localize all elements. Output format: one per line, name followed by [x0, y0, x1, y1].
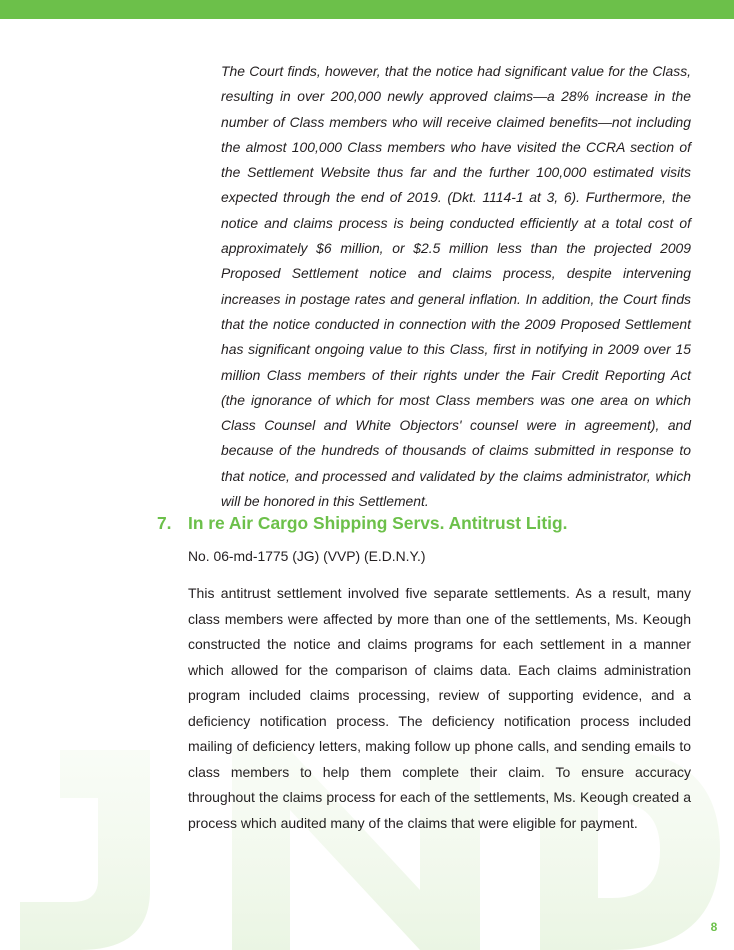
- section-title: In re Air Cargo Shipping Servs. Antitrust Litig.: [188, 513, 568, 533]
- section-heading: [157, 511, 677, 535]
- page-number: 8: [710, 920, 718, 934]
- top-accent-bar: [0, 0, 734, 19]
- section-body-paragraph: This antitrust settlement involved five separate settlements. As a result, many class members were affected by more than one of the settlements, Ms. Keough constructed the notice and claims programs for each settlement in a manner which allowed for the comparison of claims data. Each claims administration program included claims processing, review of supporting evidence, and a deficiency notification process. The deficiency notification process included mailing of deficiency letters, making follow up phone calls, and sending emails to class members to help them complete their claim. To ensure accuracy throughout the claims process for each of the settlements, Ms. Keough created a process which audited many of the claims that were eligible for payment.: [188, 585, 691, 831]
- section-number: 7.: [157, 513, 172, 533]
- case-number: No. 06-md-1775 (JG) (VVP) (E.D.N.Y.): [188, 548, 426, 564]
- court-quote-paragraph: The Court finds, however, that the notice had significant value for the Class, resulting in over 200,000 newly approved claims—a 28% increase in the number of Class members who will receive claimed benefits—not including the almost 100,000 Class members who have visited the CCRA section of the Settlement Website thus far and the further 100,000 estimated visits expected through the end of 2019. (Dkt. 1114-1 at 3, 6). Furthermore, the notice and claims process is being conducted efficiently at a total cost of approximately $6 million, or $2.5 million less than the projected 2009 Proposed Settlement notice and claims process, despite intervening increases in postage rates and general inflation. In addition, the Court finds that the notice conducted in connection with the 2009 Proposed Settlement has significant ongoing value to this Class, first in notifying in 2009 over 15 million Class members of their rights under the Fair Credit Reporting Act (the ignorance of which for most Class members was one area on which Class Counsel and White Objectors' counsel were in agreement), and because of the hundreds of thousands of claims submitted in response to that notice, and processed and validated by the claims administrator, which will be honored in this Settlement.: [221, 63, 691, 510]
